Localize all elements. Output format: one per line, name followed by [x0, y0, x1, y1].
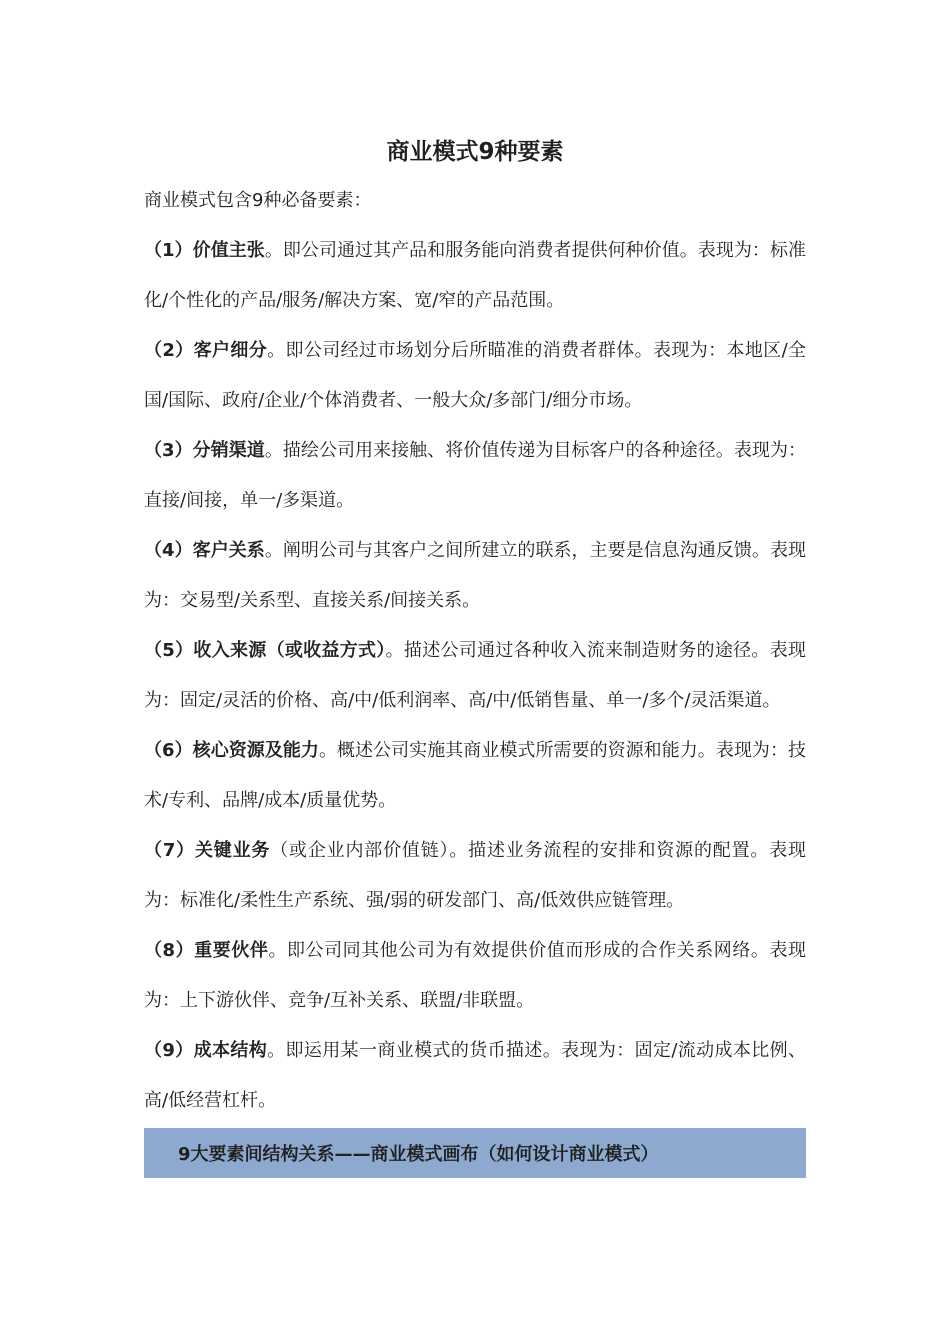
- item-description: 。概述公司实施其商业模式所需要的资源和能力。表现为：技术/专利、品牌/成本/质量优势。: [144, 740, 807, 811]
- element-item-9: [144, 1026, 806, 1126]
- element-item-7: [144, 826, 806, 926]
- item-name: 收入来源（或收益方式）: [193, 640, 386, 661]
- item-name: 关键业务: [194, 840, 271, 861]
- item-number: （7）: [144, 840, 195, 861]
- item-number: （8）: [144, 940, 195, 961]
- item-name: 客户关系: [192, 540, 265, 561]
- item-description: 。描绘公司用来接触、将价值传递为目标客户的各种途径。表现为：直接/间接，单一/多渠道。: [144, 440, 807, 511]
- page-title: 商业模式9种要素: [386, 139, 564, 165]
- item-description: 。即运用某一商业模式的货币描述。表现为：固定/流动成本比例、高/低经营杠杆。: [144, 1040, 807, 1111]
- element-item-2: [144, 326, 806, 426]
- item-description: 。描述公司通过各种收入流来制造财务的途径。表现为：固定/灵活的价格、高/中/低利润率、高/中/低销售量、单一/多个/灵活渠道。: [144, 640, 807, 711]
- element-item-4: [144, 526, 806, 626]
- item-description: 。即公司同其他公司为有效提供价值而形成的合作关系网络。表现为：上下游伙伴、竞争/互补关系、联盟/非联盟。: [144, 940, 807, 1011]
- element-item-8: [144, 926, 806, 1026]
- section-banner-text: 9大要素间结构关系——商业模式画布（如何设计商业模式）: [178, 1144, 659, 1165]
- item-name: 客户细分: [193, 340, 268, 361]
- element-item-1: [144, 226, 806, 326]
- item-description: 。即公司经过市场划分后所瞄准的消费者群体。表现为：本地区/全国/国际、政府/企业/个体消费者、一般大众/多部门/细分市场。: [144, 340, 807, 411]
- item-name: 核心资源及能力: [192, 740, 319, 761]
- item-name: 价值主张: [192, 240, 265, 261]
- item-description: 。即公司通过其产品和服务能向消费者提供何种价值。表现为：标准化/个性化的产品/服务/解决方案、宽/窄的产品范围。: [144, 240, 807, 311]
- element-item-6: [144, 726, 806, 826]
- item-number: （3）: [144, 440, 193, 461]
- item-number: （9）: [144, 1040, 194, 1061]
- element-item-3: [144, 426, 806, 526]
- section-banner: [144, 1128, 806, 1178]
- item-number: （1）: [144, 240, 193, 261]
- item-name: 分销渠道: [192, 440, 265, 461]
- item-description: （或企业内部价值链）。描述业务流程的安排和资源的配置。表现为：标准化/柔性生产系统、强/弱的研发部门、高/低效供应链管理。: [144, 840, 807, 911]
- item-number: （6）: [144, 740, 193, 761]
- document-page: [144, 128, 806, 1178]
- item-name: 成本结构: [193, 1040, 268, 1061]
- element-item-5: [144, 626, 806, 726]
- item-number: （2）: [144, 340, 194, 361]
- intro-text: 商业模式包含9种必备要素：: [144, 190, 372, 211]
- item-name: 重要伙伴: [194, 940, 269, 961]
- item-description: 。阐明公司与其客户之间所建立的联系，主要是信息沟通反馈。表现为：交易型/关系型、直接关系/间接关系。: [144, 540, 807, 611]
- item-number: （4）: [144, 540, 193, 561]
- item-number: （5）: [144, 640, 194, 661]
